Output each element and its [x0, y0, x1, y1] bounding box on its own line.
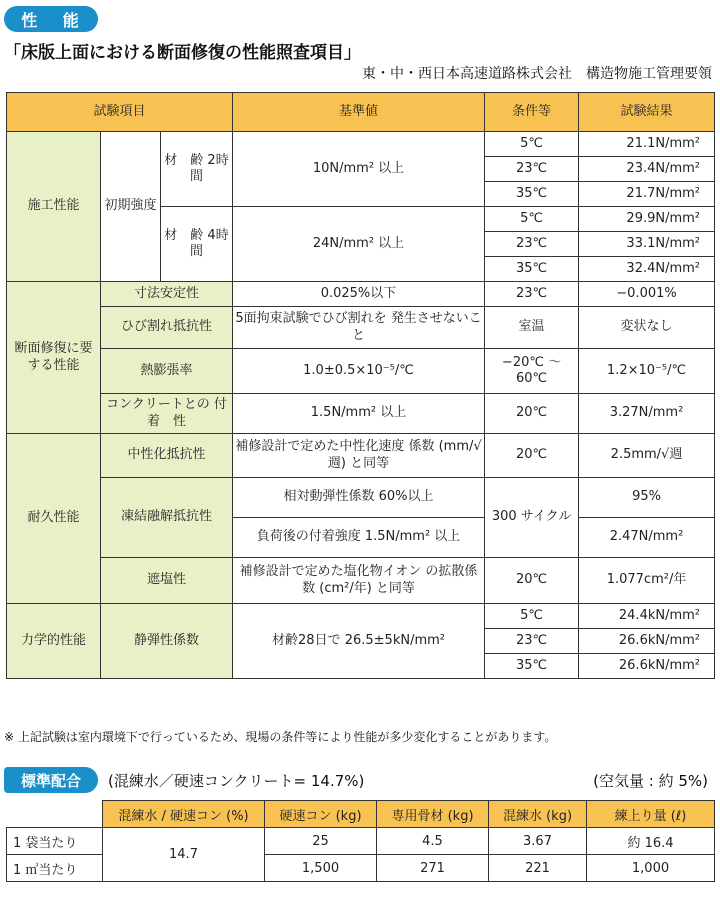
std-cell: 1.0±0.5×10⁻⁵/℃	[233, 349, 485, 394]
table-row	[7, 307, 715, 349]
result-cell: 23.4N/mm²	[579, 157, 715, 182]
header-condition: 条件等	[485, 93, 579, 132]
result-cell: 26.6kN/mm²	[579, 654, 715, 679]
cond-cell: 20℃	[485, 394, 579, 434]
cond-cell: 5℃	[485, 604, 579, 629]
cond-cell: 20℃	[485, 434, 579, 478]
std-10: 10N/mm² 以上	[233, 132, 485, 207]
cond-cell: −20℃ 〜60℃	[485, 349, 579, 394]
row-label: 1 ㎥当たり	[7, 855, 103, 882]
water-cell: 3.67	[489, 828, 587, 855]
table-header-row	[7, 93, 715, 132]
result-cell: 29.9N/mm²	[579, 207, 715, 232]
std-24: 24N/mm² 以上	[233, 207, 485, 282]
result-cell: 26.6kN/mm²	[579, 629, 715, 654]
category-rikigaku: 力学的性能	[7, 604, 101, 679]
table-row	[7, 282, 715, 307]
result-cell: −0.001%	[579, 282, 715, 307]
air-content: (空気量 : 約 5%)	[593, 772, 708, 790]
cond-cell: 5℃	[485, 132, 579, 157]
item-seidan: 静弾性係数	[101, 604, 233, 679]
mix-header-ratio: 混練水 / 硬速コン (%)	[103, 801, 265, 828]
age-2h: 材 齢 2時間	[161, 132, 233, 207]
ratio-cell: 14.7	[103, 828, 265, 882]
table-row	[7, 434, 715, 478]
item-fuchaku: コンクリートとの 付 着 性	[101, 394, 233, 434]
performance-table	[6, 92, 715, 679]
table-row	[7, 478, 715, 518]
standard-mix-badge: 標準配合	[4, 767, 98, 793]
yield-cell: 1,000	[587, 855, 715, 882]
category-seko: 施工性能	[7, 132, 101, 282]
std-cell: 相対動弾性係数 60%以上	[233, 478, 485, 518]
std-cell: 材齢28日で 26.5±5kN/mm²	[233, 604, 485, 679]
table-row	[7, 558, 715, 604]
cond-cell: 23℃	[485, 629, 579, 654]
category-danmen: 断面修復に要する性能	[7, 282, 101, 434]
table-row	[7, 394, 715, 434]
result-cell: 24.4kN/mm²	[579, 604, 715, 629]
result-cell: 21.7N/mm²	[579, 182, 715, 207]
page-title: 「床版上面における断面修復の性能照査項目」	[4, 43, 361, 63]
age-4h: 材 齢 4時間	[161, 207, 233, 282]
std-cell: 0.025%以下	[233, 282, 485, 307]
category-taikyu: 耐久性能	[7, 434, 101, 604]
result-cell: 33.1N/mm²	[579, 232, 715, 257]
table-row	[7, 349, 715, 394]
mix-header-kotsuzai: 専用骨材 (kg)	[377, 801, 489, 828]
cond-cell: 室温	[485, 307, 579, 349]
result-cell: 2.47N/mm²	[579, 518, 715, 558]
source-label: 東・中・西日本高速道路株式会社 構造物施工管理要領	[362, 66, 712, 82]
kotsuzai-cell: 271	[377, 855, 489, 882]
mix-table	[6, 800, 715, 882]
table-row	[7, 132, 715, 157]
item-hibi: ひび割れ抵抗性	[101, 307, 233, 349]
std-cell: 5面拘束試験でひび割れを 発生させないこと	[233, 307, 485, 349]
result-cell: 95%	[579, 478, 715, 518]
item-sunpo: 寸法安定性	[101, 282, 233, 307]
mix-header-kosoku: 硬速コン (kg)	[265, 801, 377, 828]
item-shoki: 初期強度	[101, 132, 161, 282]
result-cell: 1.077cm²/年	[579, 558, 715, 604]
water-cell: 221	[489, 855, 587, 882]
header-test-item: 試験項目	[7, 93, 233, 132]
item-shaen: 遮塩性	[101, 558, 233, 604]
result-cell: 1.2×10⁻⁵/℃	[579, 349, 715, 394]
item-netsu: 熱膨張率	[101, 349, 233, 394]
kosoku-cell: 25	[265, 828, 377, 855]
cond-cell: 23℃	[485, 282, 579, 307]
result-cell: 変状なし	[579, 307, 715, 349]
cond-cell: 300 サイクル	[485, 478, 579, 558]
cond-cell: 20℃	[485, 558, 579, 604]
std-cell: 補修設計で定めた中性化速度 係数 (mm/√週) と同等	[233, 434, 485, 478]
yield-cell: 約 16.4	[587, 828, 715, 855]
table-row	[7, 828, 715, 855]
mix-title: (混練水／硬速コンクリート= 14.7%)	[108, 772, 365, 790]
footnote: ※ 上記試験は室内環境下で行っているため、現場の条件等により性能が多少変化することがあります。	[4, 730, 557, 744]
cond-cell: 23℃	[485, 232, 579, 257]
kotsuzai-cell: 4.5	[377, 828, 489, 855]
row-label: 1 袋当たり	[7, 828, 103, 855]
performance-badge: 性 能	[4, 6, 98, 32]
std-cell: 補修設計で定めた塩化物イオン の拡散係数 (cm²/年) と同等	[233, 558, 485, 604]
mix-header-water: 混練水 (kg)	[489, 801, 587, 828]
result-cell: 32.4N/mm²	[579, 257, 715, 282]
std-cell: 負荷後の付着強度 1.5N/mm² 以上	[233, 518, 485, 558]
mix-header-yield: 練上り量 (ℓ)	[587, 801, 715, 828]
mix-header-row	[7, 801, 715, 828]
header-result: 試験結果	[579, 93, 715, 132]
std-cell: 1.5N/mm² 以上	[233, 394, 485, 434]
cond-cell: 35℃	[485, 257, 579, 282]
cond-cell: 23℃	[485, 157, 579, 182]
cond-cell: 35℃	[485, 654, 579, 679]
result-cell: 21.1N/mm²	[579, 132, 715, 157]
mix-header-empty	[7, 801, 103, 828]
cond-cell: 5℃	[485, 207, 579, 232]
header-standard: 基準値	[233, 93, 485, 132]
result-cell: 3.27N/mm²	[579, 394, 715, 434]
kosoku-cell: 1,500	[265, 855, 377, 882]
item-toketsu: 凍結融解抵抗性	[101, 478, 233, 558]
table-row	[7, 604, 715, 629]
cond-cell: 35℃	[485, 182, 579, 207]
item-chusei: 中性化抵抗性	[101, 434, 233, 478]
result-cell: 2.5mm/√週	[579, 434, 715, 478]
